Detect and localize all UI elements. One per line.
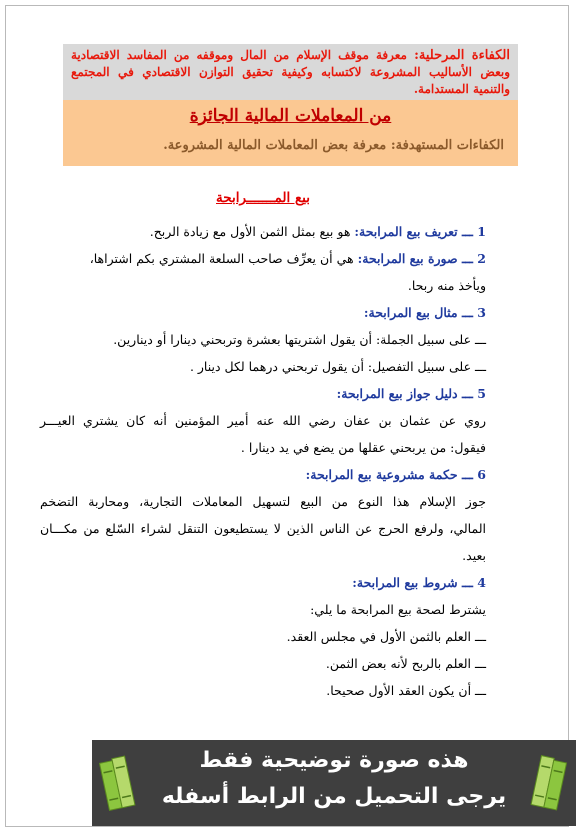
- condition-3: ـــ أن يكون العقد الأول صحيحا.: [326, 683, 486, 698]
- conditions-heading: 4 ـــ شروط بيع المرابحة:: [352, 575, 486, 590]
- example-1: ـــ على سبيل الجملة: أن يقول اشتريتها بعشرة وتربحني دينارا أو دينارين.: [113, 332, 486, 347]
- evidence-2: فيقول: من يربحني عقلها من يضع في يد دينارا .: [240, 440, 486, 455]
- competency-text: معرفة موقف الإسلام من المال وموقفه من المفاسد الاقتصادية وبعض الأساليب المشروعة لاكتسابه وكيفية تحقيق التوازن الاقتصادي في المجتمع والتنمية المستدامة.: [71, 48, 510, 96]
- form-text: هي أن يعرِّف صاحب السلعة المشتري بكم اشتراها،: [89, 251, 354, 266]
- target-label: الكفاءات المستهدفة:: [390, 138, 504, 153]
- example-2: ـــ على سبيل التفصيل: أن يقول تربحني درهما لكل دينار .: [189, 359, 486, 374]
- definition-heading: 1 ـــ تعريف بيع المرابحة:: [354, 224, 486, 239]
- books-icon-left: [98, 754, 138, 812]
- competency-box: [63, 44, 518, 100]
- books-icon-right: [530, 754, 570, 812]
- competency-label: الكفاءة المرحلية:: [414, 48, 511, 63]
- wisdom-2: المالي، ولرفع الحرج عن الناس الذين لا يستطيعون التنقل لشراء السّلع من مكـــان: [40, 521, 486, 536]
- definition-text: هو بيع بمثل الثمن الأول مع زيادة الربح.: [149, 224, 351, 239]
- definition-line: [40, 218, 486, 245]
- target-text: معرفة بعض المعاملات المالية المشروعة.: [163, 138, 387, 153]
- condition-1: ـــ العلم بالثمن الأول في مجلس العقد.: [286, 629, 486, 644]
- section-title: بيع المـــــــرابحة: [216, 190, 310, 206]
- example-heading: 3 ـــ مثال بيع المرابحة:: [363, 305, 486, 320]
- lesson-content: [40, 190, 486, 704]
- banner-line-2: يرجى التحميل من الرابط أسفله: [161, 784, 507, 809]
- title-box: [63, 100, 518, 166]
- form-heading: 2 ـــ صورة بيع المرابحة:: [357, 251, 486, 266]
- download-banner: [92, 740, 576, 826]
- conditions-intro: يشترط لصحة بيع المرابحة ما يلي:: [310, 602, 486, 617]
- wisdom-3: بعيد.: [462, 548, 486, 563]
- wisdom-1: جوز الإسلام هذا النوع من البيع لتسهيل المعاملات التجارية، ومحاربة التضخم: [40, 494, 486, 509]
- evidence-heading: 5 ـــ دليل جواز بيع المرابحة:: [336, 386, 486, 401]
- evidence-1: روي عن عثمان بن عفان رضي الله عنه أمير المؤمنين أنه كان يشتري العيـــر: [40, 413, 486, 428]
- form-line-2: ويأخذ منه ربحا.: [407, 278, 486, 293]
- banner-line-1: هذه صورة توضيحية فقط: [199, 748, 469, 773]
- form-line: [40, 245, 486, 272]
- wisdom-heading: 6 ـــ حكمة مشروعية بيع المرابحة:: [305, 467, 486, 482]
- condition-2: ـــ العلم بالربح لأنه بعض الثمن.: [325, 656, 486, 671]
- lesson-title: من المعاملات المالية الجائزة: [189, 106, 392, 126]
- target-competency: [163, 138, 504, 153]
